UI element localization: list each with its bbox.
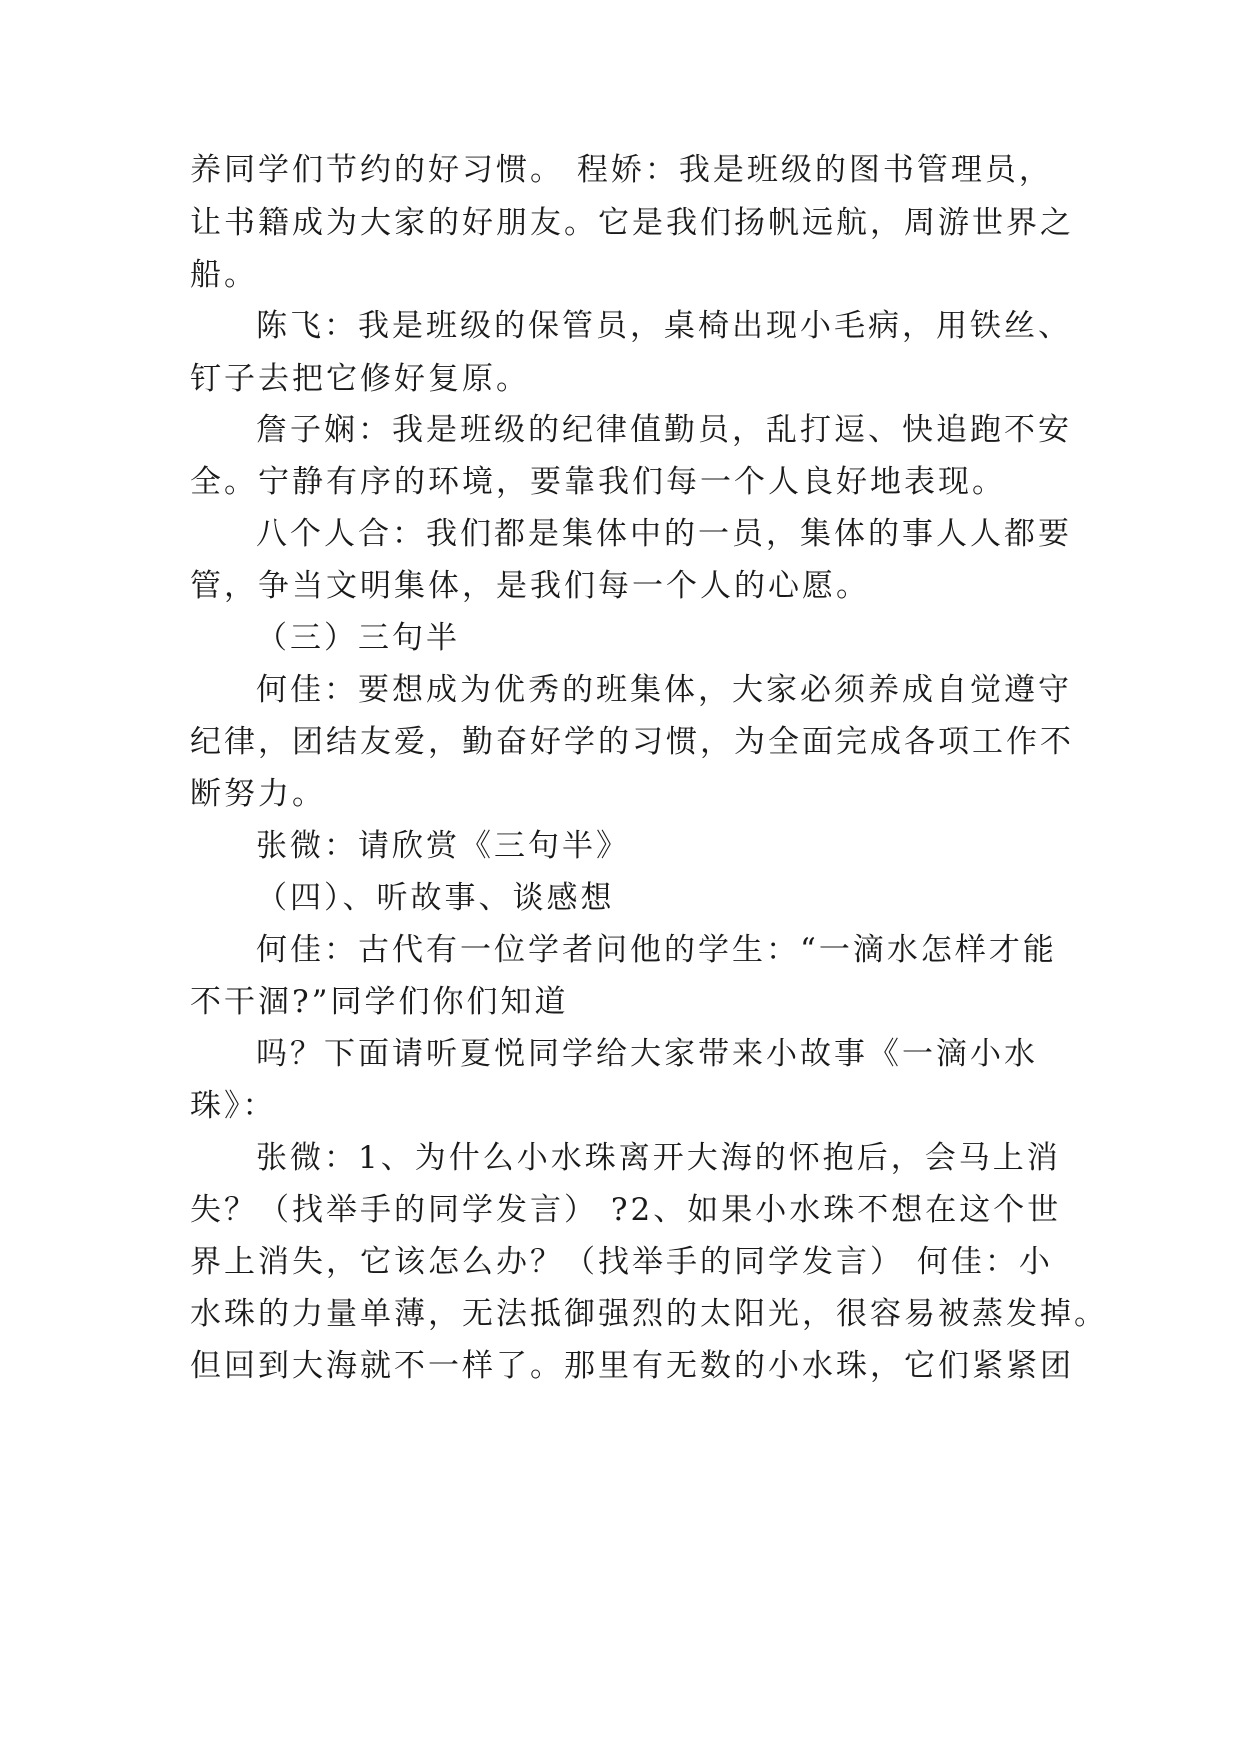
- text-line: 张微：请欣赏《三句半》: [256, 828, 630, 864]
- text-line: 钉子去把它修好复原。: [190, 361, 530, 397]
- text-line: 纪律，团结友爱，勤奋好学的习惯，为全面完成各项工作不: [190, 724, 1074, 760]
- text-line: 管，争当文明集体，是我们每一个人的心愿。: [190, 568, 870, 604]
- text-line: 全。宁静有序的环境，要靠我们每一个人良好地表现。: [190, 464, 1006, 500]
- text-line: 张微：1、为什么小水珠离开大海的怀抱后，会马上消: [256, 1140, 1061, 1176]
- text-line: 珠》：: [190, 1088, 277, 1124]
- section-heading: （四）、听故事、谈感想: [256, 880, 615, 916]
- text-line: 断努力。: [190, 776, 326, 812]
- text-line: 何佳：古代有一位学者问他的学生：“一滴水怎样才能: [256, 932, 1057, 968]
- text-line: 何佳：要想成为优秀的班集体，大家必须养成自觉遵守: [256, 672, 1072, 708]
- text-line: 陈飞：我是班级的保管员，桌椅出现小毛病，用铁丝、: [256, 308, 1072, 344]
- text-line: 吗？下面请听夏悦同学给大家带来小故事《一滴小水: [256, 1036, 1038, 1072]
- text-line: 让书籍成为大家的好朋友。它是我们扬帆远航，周游世界之: [190, 205, 1074, 241]
- section-heading: （三）三句半: [256, 620, 460, 656]
- text-line: 界上消失，它该怎么办？（找举手的同学发言） 何佳：小: [190, 1244, 1053, 1280]
- text-line: 但回到大海就不一样了。那里有无数的小水珠，它们紧紧团: [190, 1348, 1074, 1384]
- text-line: 不干涸?”同学们你们知道: [190, 984, 569, 1020]
- text-line: 詹子娴：我是班级的纪律值勤员，乱打逗、快追跑不安: [256, 412, 1072, 448]
- text-line: 失？（找举手的同学发言） ?2、如果小水珠不想在这个世: [190, 1192, 1062, 1228]
- text-line: 船。: [190, 257, 258, 293]
- text-line: 水珠的力量单薄，无法抵御强烈的太阳光，很容易被蒸发掉。: [190, 1296, 1108, 1332]
- text-line: 养同学们节约的好习惯。 程娇：我是班级的图书管理员，: [190, 152, 1053, 188]
- text-line: 八个人合：我们都是集体中的一员，集体的事人人都要: [256, 516, 1072, 552]
